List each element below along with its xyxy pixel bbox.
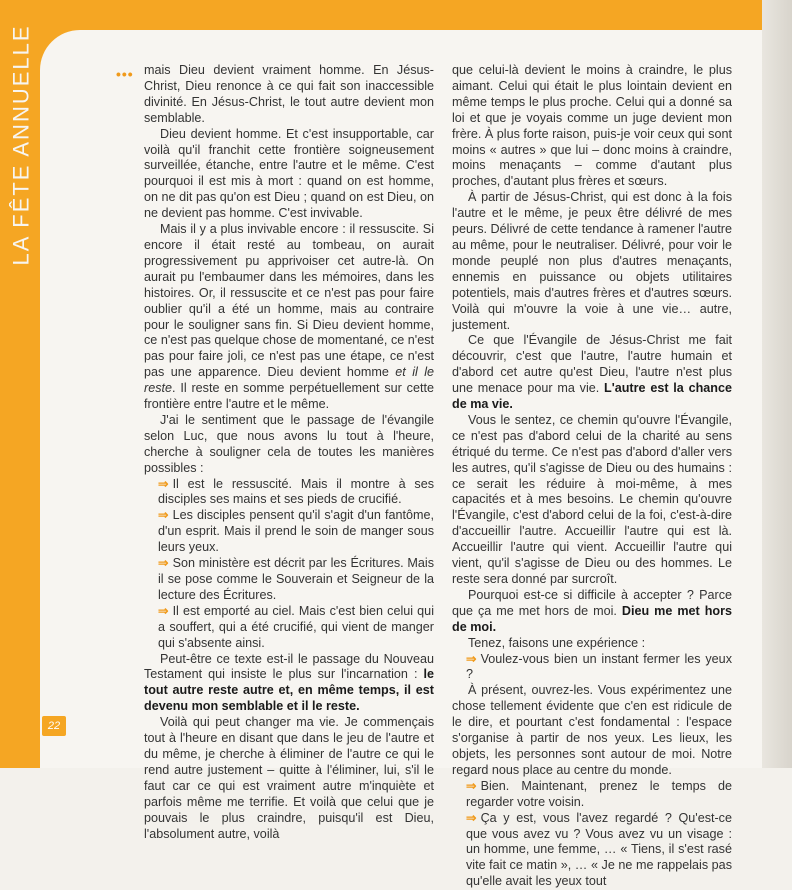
page-edge — [762, 0, 792, 768]
arrow-icon: ⇒ — [466, 651, 477, 666]
arrow-icon: ⇒ — [466, 810, 477, 825]
section-title-text: LA FÊTE ANNUELLE — [9, 24, 34, 266]
paragraph: mais Dieu devient vraiment homme. En Jésus-Christ, Dieu renonce à ce qui fait son inaccessible divinité. En Jésus-Christ, le tout autre devient mon semblable. — [144, 63, 434, 125]
bullet-item: ⇒ Les disciples pensent qu'il s'agit d'un fantôme, d'un esprit. Mais il prend le soin de manger sous leurs yeux. — [158, 508, 434, 555]
arrow-icon: ⇒ — [158, 508, 169, 523]
bullet-item: ⇒ Il est le ressuscité. Mais il montre à ses disciples ses mains et ses pieds de crucifié. — [158, 476, 434, 507]
paragraph: Tenez, faisons une expérience : — [468, 635, 646, 650]
paragraph: À partir de Jésus-Christ, qui est donc à la fois l'autre et le même, je peux être délivré de mes peurs. Délivré de cette tendance à ramener l'autre au même, pour le neutraliser. Délivré, pour voir le monde peuplé non plus d'autres menaçants, ennemis en puissance ou objets utilitaires potentiels, mais d'autres frères et d'autres sœurs. Voilà qui m'ouvre la voie à une vie… autre, justement. — [452, 190, 732, 332]
text-column-right — [452, 63, 732, 890]
text-column-left — [144, 63, 434, 842]
paragraph: que celui-là devient le moins à craindre, le plus aimant. Celui qui était le plus lointain devient en même temps le plus proche. Celui qui a donné sa loi et que je voyais comme un juge devient mon frère. À plus forte raison, puis-je voir ceux qui sont moins « autres » que lui – donc moins à craindre, moins menaçants – comme d'autant plus proches, d'autant plus frères et sœurs. — [452, 63, 732, 189]
bullet-item: ⇒ Son ministère est décrit par les Écritures. Mais il se pose comme le Souverain et Seigneur de la lecture des Écritures. — [158, 556, 434, 602]
bullet-item: ⇒ Ça y est, vous l'avez regardé ? Qu'est-ce que vous avez vu ? Vous avez vu un visage : un homme, une femme, … « Tiens, il s'est rasé vite fait ce matin », … « Je ne me rappelais pas qu'elle avait les yeux tout — [466, 810, 732, 889]
bullet-item: ⇒ Il est emporté au ciel. Mais c'est bien celui qui a souffert, qui a été crucifié, qui vient de manger qui s'absente ainsi. — [158, 603, 434, 650]
bullet-item: ⇒ Voulez-vous bien un instant fermer les yeux ? — [466, 651, 732, 682]
paragraph: Voilà qui peut changer ma vie. Je commençais tout à l'heure en disant que dans le jeu de l'autre et du même, je cherche à éliminer de l'autre ce qui le rend autre justement – quitte à l'éliminer, lui, s'il le faut car ce qui est vraiment autre m'inquiète et parfois même me terrifie. Et voilà que celui que je pouvais le plus craindre, puisqu'il est Dieu, l'absolument autre, voilà — [144, 715, 434, 841]
ornament-dots: ••• — [116, 66, 134, 82]
bullet-item: ⇒ Bien. Maintenant, prenez le temps de regarder votre voisin. — [466, 778, 732, 809]
section-title-vertical — [4, 24, 40, 266]
arrow-icon: ⇒ — [158, 603, 169, 618]
paragraph: Dieu devient homme. Et c'est insupportable, car voilà qu'il franchit cette frontière soigneusement surveillée, étanche, entre l'autre et le même. C'est pourquoi il est mis à mort : quand on est homme, on ne dit pas qu'on est Dieu ; quand on est Dieu, on ne devient pas homme. C'est invivable. — [144, 126, 434, 221]
arrow-icon: ⇒ — [158, 476, 169, 491]
paragraph: Vous le sentez, ce chemin qu'ouvre l'Évangile, ce n'est pas d'abord celui de la charité au sens étriqué du terme. Ce n'est pas d'abord d'aller vers les autres, qu'il s'agisse de Dieu ou des humains : ce serait les réduire à moi-même, à mes capacités et à mes besoins. Le chemin qu'ouvre l'Évangile, c'est d'abord celui de la foi, c'est-à-dire d'accueillir l'autre. Accueillir l'autre qui est là. Accueillir l'autre qui vient. Accueillir l'autre qui vient, qu'il s'agisse de Dieu ou des hommes. Le reste sera donné par surcroît. — [452, 412, 732, 586]
paragraph: Ce que l'Évangile de Jésus-Christ me fait découvrir, c'est que l'autre, l'autre humain et d'abord cet autre qu'est Dieu, l'autre n'est plus une menace pour ma vie. L'autre est la chance de ma vie. — [452, 333, 732, 412]
paragraph: Mais il y a plus invivable encore : il ressuscite. Si encore il était resté au tombeau, on aurait progressivement pu apprivoiser cet autre-là. On aurait pu l'embaumer dans les mémoires, dans les histoires. Or, il ressuscite et ce n'est pas pour faire oublier qu'il a été un homme, mais au contraire pour le souligner sans fin. Si Dieu devient homme, ce n'est pas quelque chose de momentané, ce n'est pas pour faire joli, ce n'est pas une étape, ce n'est pas une apparence. Dieu devient homme et il le reste. Il reste en somme perpétuellement sur cette frontière entre l'autre et le même. — [144, 222, 434, 412]
paragraph: J'ai le sentiment que le passage de l'évangile selon Luc, que nous avons lu tout à l'heure, cherche à souligner cela de toutes les manières possibles : — [144, 412, 434, 475]
arrow-icon: ⇒ — [158, 556, 169, 571]
paragraph: Peut-être ce texte est-il le passage du Nouveau Testament qui insiste le plus sur l'incarnation : le tout autre reste autre et, en même temps, il est devenu mon semblable et il le reste. — [144, 651, 434, 714]
arrow-icon: ⇒ — [466, 778, 477, 793]
page-number: 22 — [42, 716, 66, 736]
paragraph: À présent, ouvrez-les. Vous expérimentez une chose tellement évidente que c'en est ridicule de le dire, et pourtant c'est fondamental : l'espace s'organise à partir de nos yeux. Les lieux, les objets, les personnes sont autour de moi. Notre regard nous place au centre du monde. — [452, 683, 732, 777]
paragraph: Pourquoi est-ce si difficile à accepter ? Parce que ça me met hors de moi. Dieu me met hors de moi. — [452, 587, 732, 634]
